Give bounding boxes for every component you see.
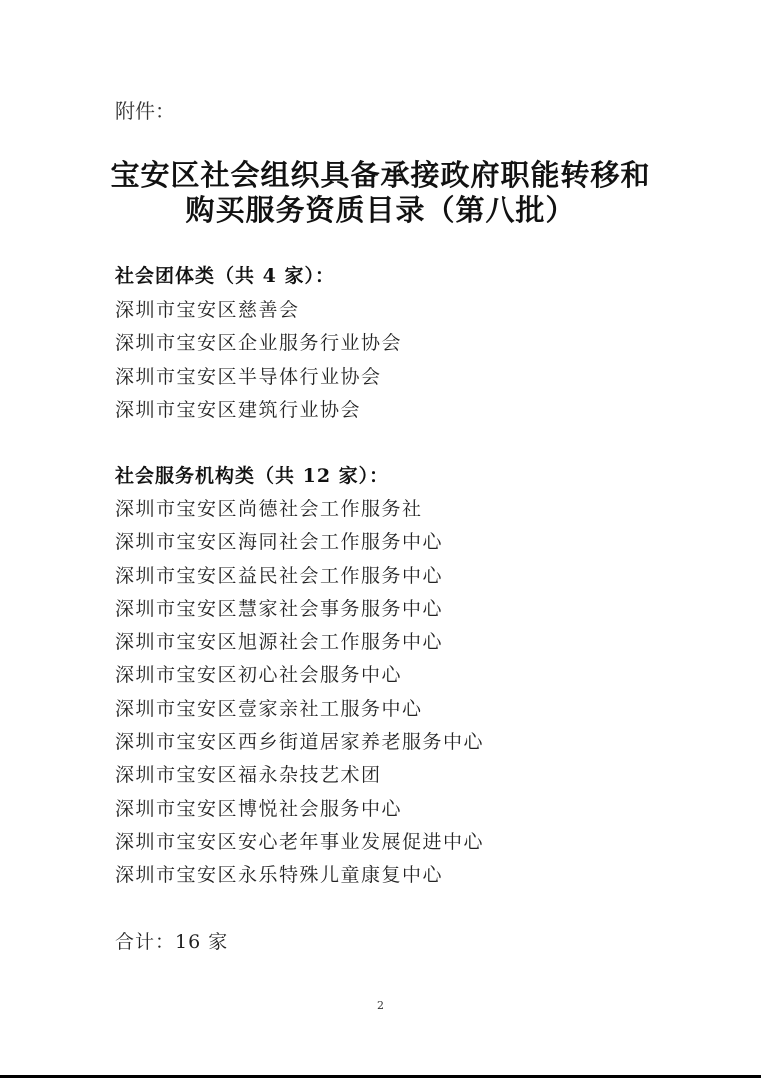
- document-title-line-1: 宝安区社会组织具备承接政府职能转移和: [110, 158, 651, 192]
- total-count: 合计：16 家: [115, 931, 229, 953]
- list-item: 深圳市宝安区西乡街道居家养老服务中心: [115, 731, 485, 754]
- list-item: 深圳市宝安区建筑行业协会: [115, 398, 362, 421]
- list-item: 深圳市宝安区尚德社会工作服务社: [115, 498, 423, 520]
- list-item: 深圳市宝安区永乐特殊儿童康复中心: [115, 864, 444, 887]
- attachment-label: 附件：: [115, 99, 175, 123]
- list-item: 深圳市宝安区福永杂技艺术团: [115, 764, 382, 787]
- page-number: 2: [377, 999, 384, 1012]
- social-groups-list: [115, 294, 402, 427]
- list-item: 深圳市宝安区旭源社会工作服务中心: [115, 631, 444, 654]
- section-heading-social-service-orgs: 社会服务机构类（共 12 家）：: [115, 465, 390, 487]
- list-item: 深圳市宝安区壹家亲社工服务中心: [115, 697, 423, 720]
- list-item: 深圳市宝安区安心老年事业发展促进中心: [115, 830, 485, 853]
- list-item: 深圳市宝安区博悦社会服务中心: [115, 797, 403, 820]
- list-item: 深圳市宝安区益民社会工作服务中心: [115, 564, 444, 587]
- list-item: 深圳市宝安区慈善会: [115, 299, 300, 321]
- section-heading-social-groups: 社会团体类（共 4 家）：: [115, 265, 335, 287]
- list-item: 深圳市宝安区半导体行业协会: [115, 365, 382, 388]
- list-item: 深圳市宝安区慧家社会事务服务中心: [115, 597, 444, 620]
- list-item: 深圳市宝安区企业服务行业协会: [115, 332, 403, 355]
- list-item: 深圳市宝安区初心社会服务中心: [115, 664, 403, 687]
- social-service-orgs-list: [115, 493, 484, 893]
- document-title-line-2: 购买服务资质目录（第八批）: [185, 193, 576, 227]
- list-item: 深圳市宝安区海同社会工作服务中心: [115, 531, 444, 554]
